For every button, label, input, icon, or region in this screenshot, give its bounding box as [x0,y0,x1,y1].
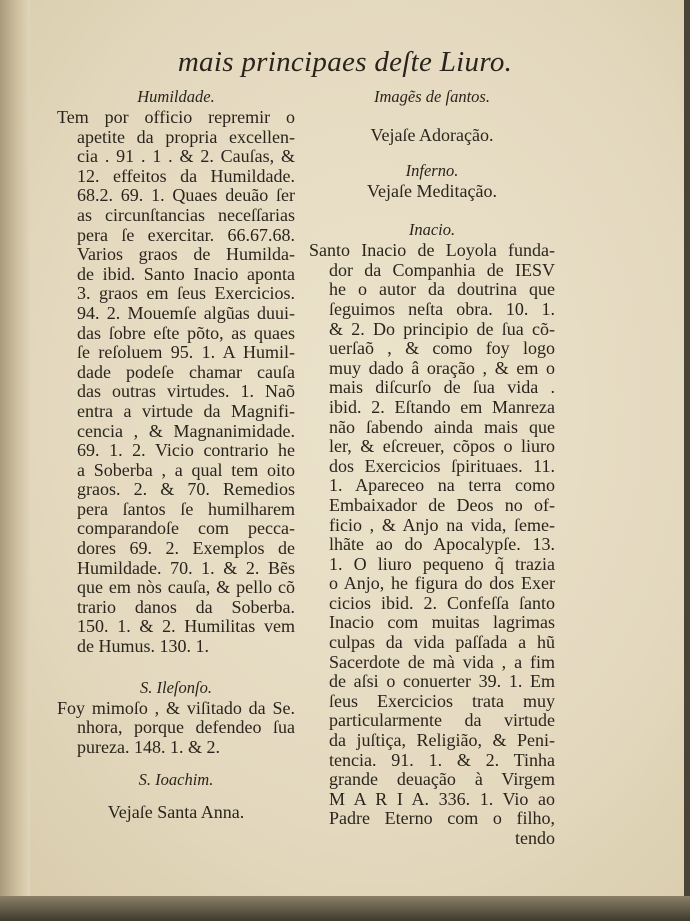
entry-line: de Humus. 130. 1. [77,636,209,657]
entry-line: ſeguimos neſta obra. 10. 1. [329,298,555,319]
entry-line: não ſabendo ainda mais que [329,416,555,437]
entry-line: mais diſcurſo de ſua vida . [329,377,555,398]
entry-line: 69. 1. 2. Vicio contrario he [77,440,295,461]
entry-line: apetite da propria excellen- [77,126,295,147]
page-edge [0,896,690,921]
entry-line: cia . 91 . 1 . & 2. Cauſas, & [77,146,295,167]
entry-line: da juſtiça, Religião, & Peni- [329,730,555,751]
entry-line: das outras virtudes. 1. Naõ [77,381,295,402]
entry-heading: S. Ioachim. [138,770,214,790]
entry-line: comparandoſe com pecca- [77,518,295,539]
entry-line: ſeus Exercicios trata muy [329,690,555,711]
right-column [309,86,555,849]
entry-line: Sacerdote de mà vida , a fim [329,651,555,672]
entry-line: 1. O liuro pequeno q̃ trazia [329,553,555,574]
entry-heading: S. Ileſonſo. [140,677,212,697]
entry-line: entra a virtude da Magnifi- [77,400,295,421]
entry-line: nhora, porque defendeo ſua [77,717,295,738]
index-entry [309,86,555,146]
entry-heading: Inferno. [405,160,459,180]
entry-line: cicios ibid. 2. Confeſſa ſanto [329,592,555,613]
entry-line: as circunſtancias neceſſarias [77,204,295,225]
entry-line: lhãte ao do Apocalypſe. 13. [329,534,555,555]
entry-line: ficio , & Anjo na vida, ſeme- [329,514,555,535]
entry-line: dor da Companhia de IESV [329,259,555,280]
entry-line: 3. graos em ſeus Exercicios. [77,283,295,304]
entry-line: Santo Inacio de Loyola funda- [309,240,555,261]
entry-line: Varios graos de Humilda- [77,244,295,265]
entry-line: dores 69. 2. Exemplos de [77,538,295,559]
entry-line: pera ſantos ſe humilharem [77,498,295,519]
entry-line: Embaixador de Deos no of- [329,494,555,515]
index-entry [309,219,555,848]
entry-line: de aſsi o conuerter 39. 1. Em [329,671,555,692]
entry-line: he o autor da doutrina que [329,279,555,300]
entry-line: muy dado â oração , & em o [329,357,555,378]
entry-line: a Soberba , a qual tem oito [77,459,295,480]
entry-heading: Humildade. [137,87,215,106]
entry-line: 1. Apareceo na terra como [329,475,555,496]
index-entry [57,86,295,657]
entry-line: grande deuação à Virgem [329,769,555,790]
book-spine [0,0,30,900]
entry-line: Foy mimoſo , & viſitado da Se. [57,697,295,718]
entry-line: que em nòs cauſa, & pello cõ [77,577,295,598]
entry-line: dos Exercicios ſpirituaes. 11. [329,455,555,476]
entry-line: 150. 1. & 2. Humilitas vem [77,616,295,637]
index-entry [309,160,555,202]
entry-line: o Anjo, he figura do dos Exer [329,573,555,594]
entry-line: Vejaſe Meditação. [367,180,497,201]
entry-heading: Inacio. [408,220,456,240]
entry-line: Inacio com muitas lagrimas [329,612,555,633]
entry-line: & 2. Do principio de ſua cõ- [329,318,555,339]
entry-line: Humildade. 70. 1. & 2. Bẽs [77,557,295,578]
entry-line: 94. 2. Mouemſe algũas duui- [77,302,295,323]
entry-line: das ſobre eſte põto, as quaes [77,322,295,343]
entry-line: de ibid. Santo Inacio aponta [77,263,295,284]
entry-line: 12. effeitos da Humildade. [77,165,295,186]
entry-line: Vejaſe Adoração. [370,125,494,145]
entry-heading: Imagẽs de ſantos. [374,87,490,106]
entry-line: M A R I A. 336. 1. Vio ao [329,788,555,809]
entry-line: cencia , & Magnanimidade. [77,420,295,441]
entry-line: ler, & eſcreuer, cõpos o liuro [329,436,555,457]
entry-line: trario danos da Soberba. [77,596,295,617]
entry-line: ibid. 2. Eſtando em Manreza [329,396,555,417]
catchword: tendo [515,828,555,848]
entry-line: 68.2. 69. 1. Quaes deuão ſer [77,185,295,206]
entry-line: particularmente da virtude [329,710,555,731]
left-column [57,86,295,823]
index-entry [57,769,295,823]
entry-line: uerſaõ , & como foy logo [329,338,555,359]
index-entry [57,677,295,758]
entry-line: Vejaſe Santa Anna. [107,802,245,823]
entry-line: pera ſe exercitar. 66.67.68. [77,224,295,245]
entry-line: graos. 2. & 70. Remedios [77,479,295,500]
entry-line: tencia. 91. 1. & 2. Tinha [329,749,555,770]
entry-line: dade podeſe chamar cauſa [77,361,295,382]
entry-line: Tem por officio repremir o [57,107,295,127]
entry-line: pureza. 148. 1. & 2. [77,736,220,757]
entry-line: Padre Eterno com o filho, [329,808,555,829]
entry-line: ſe reſoluem 95. 1. A Humil- [77,342,295,363]
page-title: mais principaes deſte Liuro. [177,46,513,78]
entry-line: culpas da vida paſſada a hũ [329,632,555,653]
